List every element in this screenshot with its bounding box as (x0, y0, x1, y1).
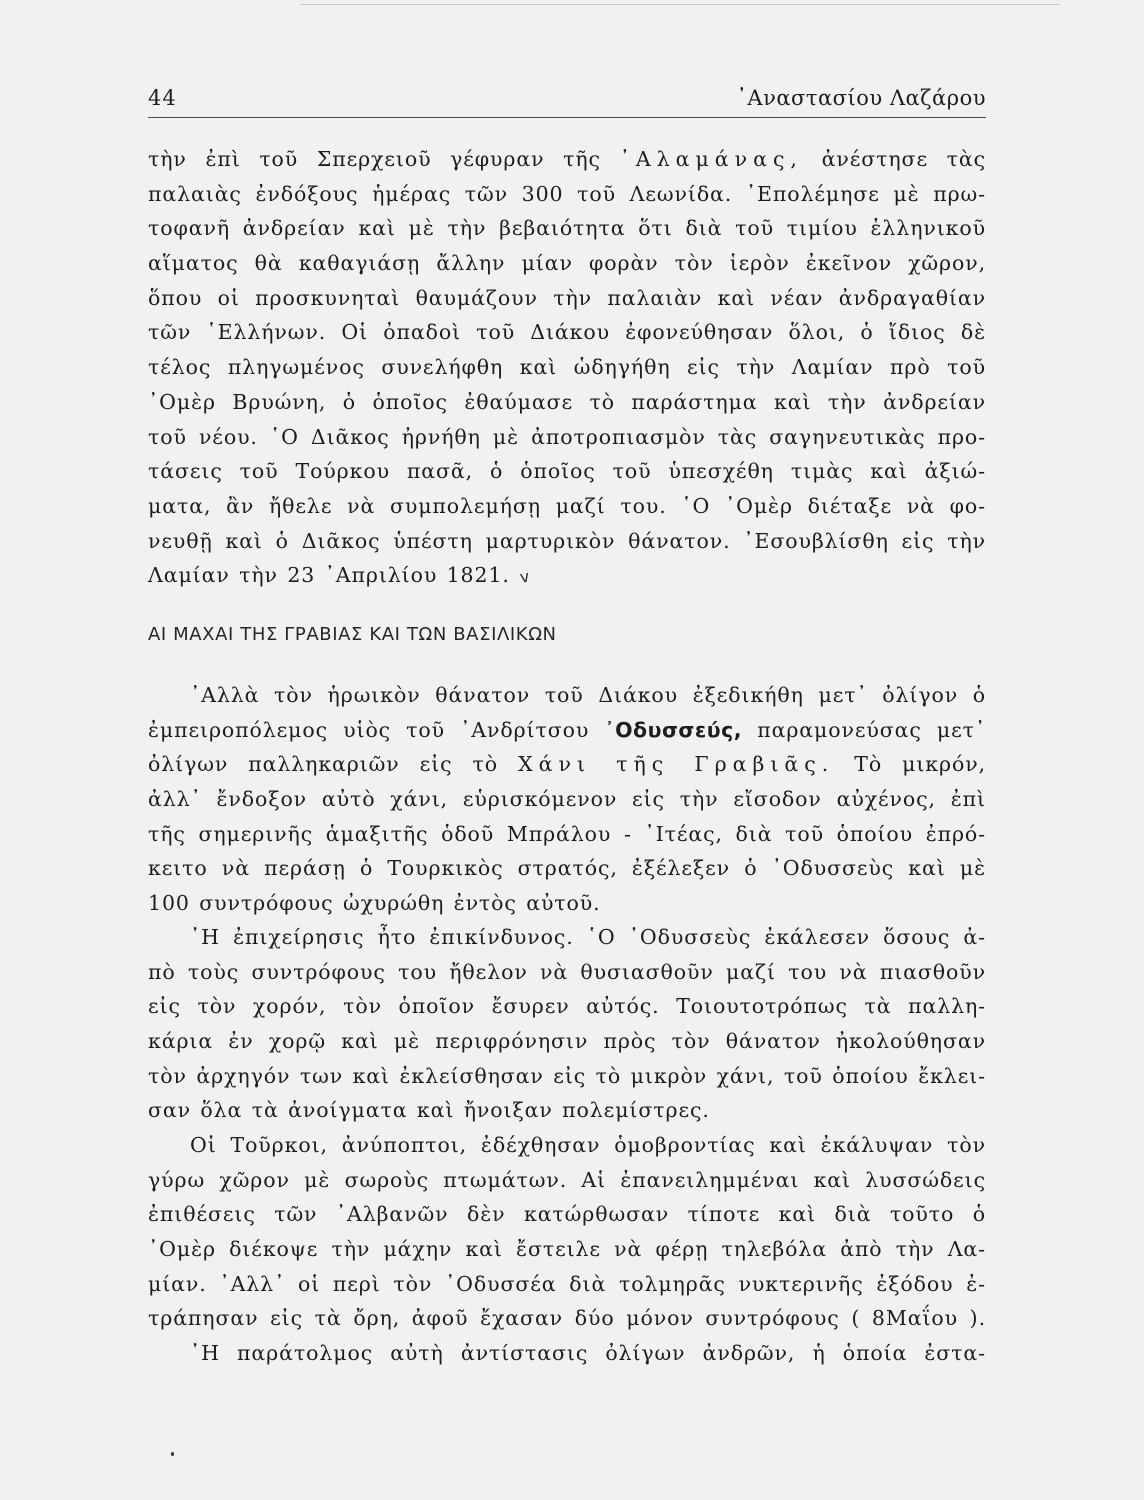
text-line: τοῦ νέου. ῾Ο Διᾶκος ἠρνήθη μὲ ἀποτροπιασμὸν τὰς σαγηνευτικὰς προ- (148, 424, 986, 449)
text-line: εἰς τὸν χορόν, τὸν ὁποῖον ἔσυρεν αὐτός. Τοιουτοτρόπως τὰ παλλη- (148, 994, 986, 1019)
page-number: 44 (148, 86, 177, 110)
check-mark: v (518, 566, 532, 588)
text-line: γύρω χῶρον μὲ σωροὺς πτωμάτων. Αἱ ἐπανειλημμέναι καὶ λυσσώδεις (148, 1167, 986, 1192)
text-line: ματα, ἂν ἤθελε νὰ συμπολεμήσῃ μαζί του. ῾Ο ᾽Ομὲρ διέταξε νὰ φο- (148, 493, 986, 518)
text-line: μίαν. ᾽Αλλ᾽ οἱ περὶ τὸν ᾽Οδυσσέα διὰ τολμηρᾶς νυκτερινῆς ἐξόδου ἐ- (148, 1271, 986, 1296)
page-header (148, 82, 986, 116)
text-line: τῆς σημερινῆς ἁμαξιτῆς ὁδοῦ Μπράλου - ᾽Ιτέας, διὰ τοῦ ὁποίου ἐπρό- (148, 821, 986, 846)
text-line: ᾽Αλλὰ τὸν ἡρωικὸν θάνατον τοῦ Διάκου ἐξεδικήθη μετ᾽ ὀλίγον ὁ (190, 683, 986, 707)
text-line: σαν ὅλα τὰ ἀνοίγματα καὶ ἤνοιξαν πολεμίστρες. (148, 1098, 710, 1123)
text-line: τέλος πληγωμένος συνελήφθη καὶ ὡδηγήθη εἰς τὴν Λαμίαν πρὸ τοῦ (148, 355, 986, 380)
text-line: τὴν ἐπὶ τοῦ Σπερχειοῦ γέφυραν τῆς ᾽Αλαμάνας, ἀνέστησε τὰς (148, 147, 986, 171)
place-name: ᾽Αλαμάνας, (619, 147, 803, 171)
paragraph-2 (148, 678, 986, 921)
text-line: πὸ τοὺς συντρόφους του ἤθελον νὰ θυσιασθοῦν μαζί του νὰ πιασθοῦν (148, 959, 986, 984)
text-line: ὀλίγων παλληκαριῶν εἰς τὸ Χάνι τῆς Γραβιᾶς. Τὸ μικρόν, (148, 752, 986, 777)
text-line: ἐμπειροπόλεμος υἱὸς τοῦ ᾽Ανδρίτσου ᾽Οδυσσεύς, παραμονεύσας μετ᾽ (148, 717, 987, 742)
text-line: παλαιὰς ἐνδόξους ἡμέρας τῶν 300 τοῦ Λεωνίδα. ᾽Επολέμησε μὲ πρω- (148, 181, 986, 206)
bold-name: ᾽Οδυσσεύς, (604, 717, 743, 742)
place-name: Χάνι τῆς Γραβιᾶς. (518, 752, 835, 777)
running-title: ᾽Αναστασίου Λαζάρου (736, 86, 986, 110)
text-line: κάρια ἐν χορῷ καὶ μὲ περιφρόνησιν πρὸς τὸν θάνατον ἠκολούθησαν (148, 1029, 986, 1054)
text-line: ἀλλ᾽ ἔνδοξον αὐτὸ χάνι, εὑρισκόμενον εἰς τὴν εἴσοδον αὐχένος, ἐπὶ (148, 787, 986, 812)
text-line: 100 συντρόφους ὠχυρώθη ἐντὸς αὐτοῦ. (148, 891, 601, 916)
text-line: Οἱ Τοῦρκοι, ἀνύποπτοι, ἐδέχθησαν ὁμοβροντίας καὶ ἐκάλυψαν τὸν (190, 1133, 986, 1157)
text-line: τράπησαν εἰς τὰ ὄρη, ἀφοῦ ἔχασαν δύο μόνον συντρόφους ( 8Μαΐου ). (148, 1306, 986, 1331)
text-line: κειτο νὰ περάσῃ ὁ Τουρκικὸς στρατός, ἐξέλεξεν ὁ ᾽Οδυσσεὺς καὶ μὲ (148, 856, 986, 881)
text-line: ὅπου οἱ προσκυνηταὶ θαυμάζουν τὴν παλαιὰν καὶ νέαν ἀνδραγαθίαν (148, 285, 986, 310)
text-line: ἐπιθέσεις τῶν ᾽Αλβανῶν δὲν κατώρθωσαν τίποτε καὶ διὰ τοῦτο ὁ (148, 1202, 986, 1227)
text-line: τὸν ἀρχηγόν των καὶ ἐκλείσθησαν εἰς τὸ μικρὸν χάνι, τοῦ ὁποίου ἔκλει- (148, 1063, 986, 1088)
paragraph-5 (148, 1336, 986, 1371)
text-line: ῾Η παράτολμος αὐτὴ ἀντίστασις ὀλίγων ἀνδρῶν, ἡ ὁποία ἐστα- (190, 1341, 986, 1365)
page-edge (300, 4, 1060, 5)
text-line: τάσεις τοῦ Τούρκου πασᾶ, ὁ ὁποῖος τοῦ ὑπεσχέθη τιμὰς καὶ ἀξιώ- (148, 459, 986, 484)
text-line: αἵματος θὰ καθαγιάσῃ ἄλλην μίαν φορὰν τὸν ἱερὸν ἐκεῖνον χῶρον, (148, 251, 986, 276)
paragraph-4 (148, 1128, 986, 1336)
header-rule (148, 117, 986, 118)
paragraph-3 (148, 920, 986, 1128)
text-line: ᾽Ομὲρ διέκοψε τὴν μάχην καὶ ἔστειλε νὰ φέρῃ τηλεβόλα ἀπὸ τὴν Λα- (148, 1237, 986, 1262)
text-line: ᾽Ομὲρ Βρυώνη, ὁ ὁποῖος ἐθαύμασε τὸ παράστημα καὶ τὴν ἀνδρείαν (148, 389, 986, 414)
text-line: τοφανῆ ἀνδρείαν καὶ μὲ τὴν βεβαιότητα ὅτι διὰ τοῦ τιμίου ἑλληνικοῦ (148, 216, 986, 241)
text-line: Λαμίαν τὴν 23 ᾽Απριλίου 1821. v (148, 558, 986, 593)
ink-speck (171, 1452, 174, 1456)
section-heading: ΑΙ ΜΑΧΑΙ ΤΗΣ ΓΡΑΒΙΑΣ ΚΑΙ ΤΩΝ ΒΑΣΙΛΙΚΩΝ (148, 624, 557, 645)
text-line: νευθῇ καὶ ὁ Διᾶκος ὑπέστη μαρτυρικὸν θάνατον. ᾽Εσουβλίσθη εἰς τὴν (148, 528, 986, 553)
text-line: τῶν ῾Ελλήνων. Οἱ ὀπαδοὶ τοῦ Διάκου ἐφονεύθησαν ὅλοι, ὁ ἴδιος δὲ (148, 320, 986, 345)
text-line: ῾Η ἐπιχείρησις ἦτο ἐπικίνδυνος. ῾Ο ᾽Οδυσσεὺς ἐκάλεσεν ὅσους ἀ- (190, 925, 986, 949)
paragraph-1 (148, 142, 986, 593)
